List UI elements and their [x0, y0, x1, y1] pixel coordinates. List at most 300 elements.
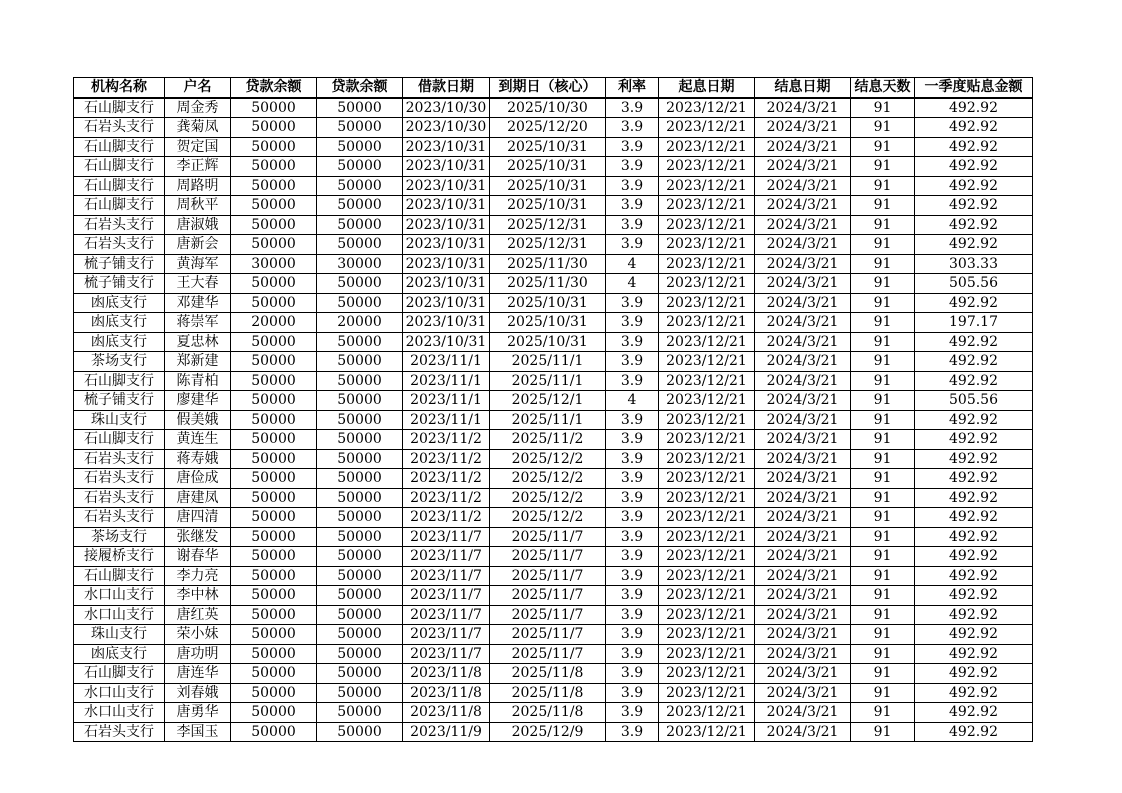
cell-due-date: 2025/11/7: [490, 527, 606, 547]
cell-subsidy-amount: 492.92: [915, 703, 1033, 723]
cell-due-date: 2025/11/7: [490, 644, 606, 664]
cell-branch-name: 石山脚支行: [74, 196, 165, 216]
table-row: [74, 449, 1033, 469]
cell-loan-date: 2023/11/7: [403, 527, 490, 547]
cell-days: 91: [851, 488, 915, 508]
cell-branch-name: 凼底支行: [74, 313, 165, 333]
cell-loan-date: 2023/11/7: [403, 586, 490, 606]
header-loan-balance-2: 贷款余额: [317, 78, 403, 98]
cell-loan-balance-2: 50000: [317, 410, 403, 430]
cell-account-name: 唐功明: [165, 644, 231, 664]
cell-rate: 3.9: [606, 157, 659, 177]
cell-due-date: 2025/11/8: [490, 664, 606, 684]
cell-subsidy-amount: 197.17: [915, 313, 1033, 333]
cell-loan-date: 2023/11/7: [403, 605, 490, 625]
cell-days: 91: [851, 410, 915, 430]
table-row: [74, 215, 1033, 235]
cell-start-date: 2023/12/21: [659, 254, 755, 274]
cell-loan-date: 2023/11/8: [403, 703, 490, 723]
cell-due-date: 2025/12/20: [490, 118, 606, 138]
cell-account-name: 王大春: [165, 274, 231, 294]
cell-account-name: 唐红英: [165, 605, 231, 625]
cell-branch-name: 水口山支行: [74, 605, 165, 625]
cell-rate: 3.9: [606, 371, 659, 391]
cell-settle-date: 2024/3/21: [755, 137, 851, 157]
cell-loan-date: 2023/11/7: [403, 547, 490, 567]
table-row: [74, 118, 1033, 138]
cell-account-name: 黄连生: [165, 430, 231, 450]
cell-due-date: 2025/12/2: [490, 449, 606, 469]
table-row: [74, 137, 1033, 157]
cell-loan-date: 2023/11/2: [403, 430, 490, 450]
cell-account-name: 周路明: [165, 176, 231, 196]
cell-account-name: 李力亮: [165, 566, 231, 586]
cell-start-date: 2023/12/21: [659, 644, 755, 664]
cell-branch-name: 茶场支行: [74, 527, 165, 547]
cell-settle-date: 2024/3/21: [755, 254, 851, 274]
cell-days: 91: [851, 371, 915, 391]
cell-start-date: 2023/12/21: [659, 508, 755, 528]
cell-loan-balance-2: 50000: [317, 527, 403, 547]
header-days: 结息天数: [851, 78, 915, 98]
cell-rate: 3.9: [606, 508, 659, 528]
cell-due-date: 2025/10/31: [490, 196, 606, 216]
cell-branch-name: 梳子铺支行: [74, 274, 165, 294]
cell-account-name: 蒋崇军: [165, 313, 231, 333]
cell-loan-balance: 50000: [231, 449, 317, 469]
cell-due-date: 2025/11/30: [490, 254, 606, 274]
cell-days: 91: [851, 508, 915, 528]
cell-days: 91: [851, 352, 915, 372]
cell-loan-balance-2: 50000: [317, 508, 403, 528]
cell-account-name: 唐俭成: [165, 469, 231, 489]
cell-due-date: 2025/11/7: [490, 547, 606, 567]
cell-rate: 3.9: [606, 352, 659, 372]
cell-due-date: 2025/12/1: [490, 391, 606, 411]
cell-subsidy-amount: 492.92: [915, 430, 1033, 450]
cell-account-name: 周秋平: [165, 196, 231, 216]
cell-days: 91: [851, 274, 915, 294]
cell-branch-name: 凼底支行: [74, 644, 165, 664]
cell-subsidy-amount: 492.92: [915, 118, 1033, 138]
cell-settle-date: 2024/3/21: [755, 586, 851, 606]
cell-days: 91: [851, 98, 915, 118]
cell-account-name: 刘春娥: [165, 683, 231, 703]
cell-branch-name: 茶场支行: [74, 352, 165, 372]
cell-account-name: 唐四清: [165, 508, 231, 528]
cell-rate: 3.9: [606, 137, 659, 157]
cell-settle-date: 2024/3/21: [755, 332, 851, 352]
cell-settle-date: 2024/3/21: [755, 664, 851, 684]
cell-days: 91: [851, 293, 915, 313]
cell-loan-balance: 50000: [231, 235, 317, 255]
cell-days: 91: [851, 625, 915, 645]
cell-account-name: 李正辉: [165, 157, 231, 177]
cell-loan-balance-2: 50000: [317, 625, 403, 645]
cell-settle-date: 2024/3/21: [755, 391, 851, 411]
table-row: [74, 235, 1033, 255]
cell-loan-balance: 50000: [231, 488, 317, 508]
cell-branch-name: 石山脚支行: [74, 157, 165, 177]
cell-loan-date: 2023/11/1: [403, 410, 490, 430]
cell-due-date: 2025/11/7: [490, 605, 606, 625]
cell-subsidy-amount: 492.92: [915, 449, 1033, 469]
cell-rate: 4: [606, 254, 659, 274]
cell-due-date: 2025/12/31: [490, 235, 606, 255]
table-row: [74, 176, 1033, 196]
cell-branch-name: 石山脚支行: [74, 664, 165, 684]
cell-subsidy-amount: 492.92: [915, 137, 1033, 157]
cell-due-date: 2025/11/8: [490, 683, 606, 703]
cell-loan-balance-2: 50000: [317, 98, 403, 118]
cell-start-date: 2023/12/21: [659, 625, 755, 645]
cell-days: 91: [851, 586, 915, 606]
cell-settle-date: 2024/3/21: [755, 293, 851, 313]
cell-start-date: 2023/12/21: [659, 469, 755, 489]
cell-loan-balance-2: 50000: [317, 137, 403, 157]
cell-days: 91: [851, 683, 915, 703]
table-row: [74, 196, 1033, 216]
cell-loan-date: 2023/10/31: [403, 332, 490, 352]
cell-account-name: 谢春华: [165, 547, 231, 567]
cell-subsidy-amount: 492.92: [915, 527, 1033, 547]
cell-rate: 3.9: [606, 625, 659, 645]
cell-loan-balance: 50000: [231, 664, 317, 684]
cell-subsidy-amount: 492.92: [915, 293, 1033, 313]
table-row: [74, 683, 1033, 703]
cell-subsidy-amount: 492.92: [915, 722, 1033, 742]
cell-loan-balance-2: 50000: [317, 703, 403, 723]
cell-account-name: 廖建华: [165, 391, 231, 411]
cell-days: 91: [851, 664, 915, 684]
header-rate: 利率: [606, 78, 659, 98]
cell-subsidy-amount: 505.56: [915, 274, 1033, 294]
cell-loan-balance: 50000: [231, 683, 317, 703]
cell-loan-date: 2023/10/31: [403, 235, 490, 255]
cell-loan-balance-2: 50000: [317, 293, 403, 313]
cell-loan-balance: 50000: [231, 274, 317, 294]
cell-subsidy-amount: 492.92: [915, 625, 1033, 645]
cell-loan-balance-2: 30000: [317, 254, 403, 274]
cell-loan-balance: 50000: [231, 293, 317, 313]
cell-settle-date: 2024/3/21: [755, 625, 851, 645]
cell-loan-balance-2: 50000: [317, 664, 403, 684]
cell-loan-balance-2: 50000: [317, 332, 403, 352]
table-row: [74, 254, 1033, 274]
cell-days: 91: [851, 118, 915, 138]
cell-start-date: 2023/12/21: [659, 176, 755, 196]
cell-start-date: 2023/12/21: [659, 488, 755, 508]
table-row: [74, 586, 1033, 606]
loan-interest-table: [73, 77, 1033, 742]
cell-subsidy-amount: 492.92: [915, 508, 1033, 528]
cell-account-name: 荣小妹: [165, 625, 231, 645]
cell-loan-balance: 50000: [231, 98, 317, 118]
table-row: [74, 625, 1033, 645]
table-row: [74, 391, 1033, 411]
cell-subsidy-amount: 492.92: [915, 547, 1033, 567]
cell-rate: 4: [606, 274, 659, 294]
cell-branch-name: 凼底支行: [74, 293, 165, 313]
cell-settle-date: 2024/3/21: [755, 488, 851, 508]
cell-days: 91: [851, 157, 915, 177]
cell-loan-balance: 50000: [231, 527, 317, 547]
cell-account-name: 邓建华: [165, 293, 231, 313]
cell-loan-date: 2023/11/2: [403, 449, 490, 469]
cell-loan-balance: 50000: [231, 469, 317, 489]
cell-loan-date: 2023/10/30: [403, 118, 490, 138]
cell-rate: 3.9: [606, 566, 659, 586]
cell-branch-name: 石山脚支行: [74, 176, 165, 196]
cell-branch-name: 梳子铺支行: [74, 254, 165, 274]
cell-days: 91: [851, 527, 915, 547]
cell-loan-date: 2023/10/31: [403, 293, 490, 313]
cell-days: 91: [851, 547, 915, 567]
cell-loan-balance-2: 50000: [317, 488, 403, 508]
cell-loan-balance: 50000: [231, 410, 317, 430]
cell-start-date: 2023/12/21: [659, 547, 755, 567]
cell-due-date: 2025/10/31: [490, 332, 606, 352]
cell-account-name: 夏忠林: [165, 332, 231, 352]
table-row: [74, 605, 1033, 625]
cell-start-date: 2023/12/21: [659, 683, 755, 703]
cell-loan-balance-2: 50000: [317, 118, 403, 138]
cell-due-date: 2025/11/7: [490, 625, 606, 645]
cell-due-date: 2025/11/7: [490, 586, 606, 606]
cell-days: 91: [851, 137, 915, 157]
cell-settle-date: 2024/3/21: [755, 274, 851, 294]
cell-subsidy-amount: 492.92: [915, 605, 1033, 625]
cell-rate: 3.9: [606, 196, 659, 216]
cell-account-name: 假美娥: [165, 410, 231, 430]
cell-settle-date: 2024/3/21: [755, 352, 851, 372]
cell-loan-date: 2023/11/8: [403, 683, 490, 703]
cell-due-date: 2025/11/7: [490, 566, 606, 586]
cell-loan-balance: 20000: [231, 313, 317, 333]
table-row: [74, 547, 1033, 567]
cell-days: 91: [851, 254, 915, 274]
cell-start-date: 2023/12/21: [659, 430, 755, 450]
cell-loan-date: 2023/10/31: [403, 176, 490, 196]
cell-account-name: 蒋寿娥: [165, 449, 231, 469]
cell-settle-date: 2024/3/21: [755, 157, 851, 177]
cell-start-date: 2023/12/21: [659, 449, 755, 469]
cell-days: 91: [851, 391, 915, 411]
cell-account-name: 周金秀: [165, 98, 231, 118]
cell-subsidy-amount: 492.92: [915, 644, 1033, 664]
cell-loan-balance: 50000: [231, 196, 317, 216]
cell-due-date: 2025/12/9: [490, 722, 606, 742]
cell-loan-balance: 50000: [231, 703, 317, 723]
table-row: [74, 352, 1033, 372]
cell-account-name: 李中林: [165, 586, 231, 606]
cell-settle-date: 2024/3/21: [755, 527, 851, 547]
cell-loan-balance: 50000: [231, 722, 317, 742]
cell-loan-balance: 50000: [231, 586, 317, 606]
cell-rate: 3.9: [606, 118, 659, 138]
cell-subsidy-amount: 492.92: [915, 235, 1033, 255]
cell-branch-name: 水口山支行: [74, 703, 165, 723]
cell-start-date: 2023/12/21: [659, 586, 755, 606]
cell-account-name: 唐建凤: [165, 488, 231, 508]
cell-subsidy-amount: 492.92: [915, 98, 1033, 118]
cell-rate: 3.9: [606, 313, 659, 333]
table-row: [74, 488, 1033, 508]
header-settle-date: 结息日期: [755, 78, 851, 98]
cell-account-name: 张继发: [165, 527, 231, 547]
cell-loan-date: 2023/11/9: [403, 722, 490, 742]
table-body: [74, 98, 1033, 742]
cell-loan-balance: 50000: [231, 137, 317, 157]
cell-settle-date: 2024/3/21: [755, 235, 851, 255]
cell-rate: 3.9: [606, 98, 659, 118]
cell-due-date: 2025/12/2: [490, 508, 606, 528]
cell-account-name: 唐连华: [165, 664, 231, 684]
cell-loan-balance: 50000: [231, 508, 317, 528]
cell-loan-balance-2: 50000: [317, 683, 403, 703]
cell-rate: 3.9: [606, 430, 659, 450]
cell-branch-name: 水口山支行: [74, 683, 165, 703]
header-start-date: 起息日期: [659, 78, 755, 98]
cell-due-date: 2025/10/31: [490, 313, 606, 333]
cell-due-date: 2025/10/30: [490, 98, 606, 118]
cell-subsidy-amount: 492.92: [915, 488, 1033, 508]
cell-settle-date: 2024/3/21: [755, 547, 851, 567]
cell-loan-balance: 50000: [231, 644, 317, 664]
cell-rate: 3.9: [606, 644, 659, 664]
cell-loan-date: 2023/10/31: [403, 274, 490, 294]
cell-loan-date: 2023/10/31: [403, 215, 490, 235]
cell-branch-name: 珠山支行: [74, 625, 165, 645]
cell-subsidy-amount: 505.56: [915, 391, 1033, 411]
cell-rate: 3.9: [606, 293, 659, 313]
cell-start-date: 2023/12/21: [659, 527, 755, 547]
cell-subsidy-amount: 492.92: [915, 566, 1033, 586]
cell-due-date: 2025/10/31: [490, 176, 606, 196]
cell-days: 91: [851, 215, 915, 235]
header-row: [74, 78, 1033, 98]
cell-loan-date: 2023/10/31: [403, 137, 490, 157]
cell-rate: 3.9: [606, 488, 659, 508]
cell-loan-date: 2023/11/2: [403, 508, 490, 528]
cell-branch-name: 石岩头支行: [74, 722, 165, 742]
cell-subsidy-amount: 492.92: [915, 157, 1033, 177]
cell-loan-balance: 50000: [231, 215, 317, 235]
cell-subsidy-amount: 492.92: [915, 664, 1033, 684]
cell-days: 91: [851, 566, 915, 586]
cell-start-date: 2023/12/21: [659, 215, 755, 235]
cell-settle-date: 2024/3/21: [755, 371, 851, 391]
cell-loan-balance-2: 50000: [317, 469, 403, 489]
table-row: [74, 332, 1033, 352]
cell-due-date: 2025/12/31: [490, 215, 606, 235]
cell-start-date: 2023/12/21: [659, 293, 755, 313]
cell-start-date: 2023/12/21: [659, 566, 755, 586]
cell-rate: 3.9: [606, 547, 659, 567]
table-row: [74, 469, 1033, 489]
cell-loan-balance-2: 50000: [317, 566, 403, 586]
cell-days: 91: [851, 235, 915, 255]
cell-branch-name: 梳子铺支行: [74, 391, 165, 411]
table-row: [74, 157, 1033, 177]
cell-due-date: 2025/11/1: [490, 371, 606, 391]
cell-start-date: 2023/12/21: [659, 664, 755, 684]
cell-loan-balance: 50000: [231, 391, 317, 411]
cell-due-date: 2025/11/8: [490, 703, 606, 723]
cell-settle-date: 2024/3/21: [755, 508, 851, 528]
cell-loan-balance: 50000: [231, 605, 317, 625]
cell-loan-balance: 30000: [231, 254, 317, 274]
cell-loan-balance-2: 50000: [317, 371, 403, 391]
cell-days: 91: [851, 196, 915, 216]
cell-settle-date: 2024/3/21: [755, 430, 851, 450]
table-row: [74, 313, 1033, 333]
cell-account-name: 龚菊凤: [165, 118, 231, 138]
cell-subsidy-amount: 492.92: [915, 469, 1033, 489]
cell-due-date: 2025/11/2: [490, 430, 606, 450]
cell-subsidy-amount: 492.92: [915, 215, 1033, 235]
cell-branch-name: 石山脚支行: [74, 566, 165, 586]
cell-due-date: 2025/11/1: [490, 352, 606, 372]
cell-days: 91: [851, 313, 915, 333]
table-row: [74, 430, 1033, 450]
cell-settle-date: 2024/3/21: [755, 118, 851, 138]
cell-branch-name: 珠山支行: [74, 410, 165, 430]
cell-days: 91: [851, 644, 915, 664]
cell-branch-name: 石岩头支行: [74, 469, 165, 489]
cell-loan-date: 2023/11/1: [403, 391, 490, 411]
cell-settle-date: 2024/3/21: [755, 98, 851, 118]
cell-account-name: 李国玉: [165, 722, 231, 742]
header-loan-date: 借款日期: [403, 78, 490, 98]
cell-subsidy-amount: 492.92: [915, 371, 1033, 391]
cell-loan-balance-2: 50000: [317, 196, 403, 216]
cell-settle-date: 2024/3/21: [755, 410, 851, 430]
cell-branch-name: 石岩头支行: [74, 215, 165, 235]
cell-rate: 3.9: [606, 722, 659, 742]
header-subsidy-amount: 一季度贴息金额: [915, 78, 1033, 98]
cell-loan-balance-2: 50000: [317, 449, 403, 469]
cell-settle-date: 2024/3/21: [755, 683, 851, 703]
cell-loan-balance-2: 50000: [317, 586, 403, 606]
cell-loan-balance-2: 50000: [317, 215, 403, 235]
cell-days: 91: [851, 605, 915, 625]
cell-loan-balance: 50000: [231, 332, 317, 352]
cell-branch-name: 石岩头支行: [74, 508, 165, 528]
cell-settle-date: 2024/3/21: [755, 215, 851, 235]
cell-rate: 4: [606, 391, 659, 411]
cell-start-date: 2023/12/21: [659, 605, 755, 625]
cell-account-name: 贺定国: [165, 137, 231, 157]
cell-loan-balance-2: 50000: [317, 391, 403, 411]
cell-rate: 3.9: [606, 235, 659, 255]
cell-loan-balance-2: 50000: [317, 644, 403, 664]
cell-loan-date: 2023/11/8: [403, 664, 490, 684]
cell-start-date: 2023/12/21: [659, 391, 755, 411]
cell-branch-name: 石岩头支行: [74, 235, 165, 255]
cell-due-date: 2025/10/31: [490, 293, 606, 313]
cell-due-date: 2025/12/2: [490, 488, 606, 508]
cell-loan-balance: 50000: [231, 157, 317, 177]
cell-subsidy-amount: 492.92: [915, 176, 1033, 196]
cell-loan-date: 2023/11/7: [403, 625, 490, 645]
cell-days: 91: [851, 449, 915, 469]
cell-rate: 3.9: [606, 664, 659, 684]
cell-loan-date: 2023/11/1: [403, 371, 490, 391]
cell-days: 91: [851, 722, 915, 742]
cell-branch-name: 石山脚支行: [74, 137, 165, 157]
cell-start-date: 2023/12/21: [659, 410, 755, 430]
